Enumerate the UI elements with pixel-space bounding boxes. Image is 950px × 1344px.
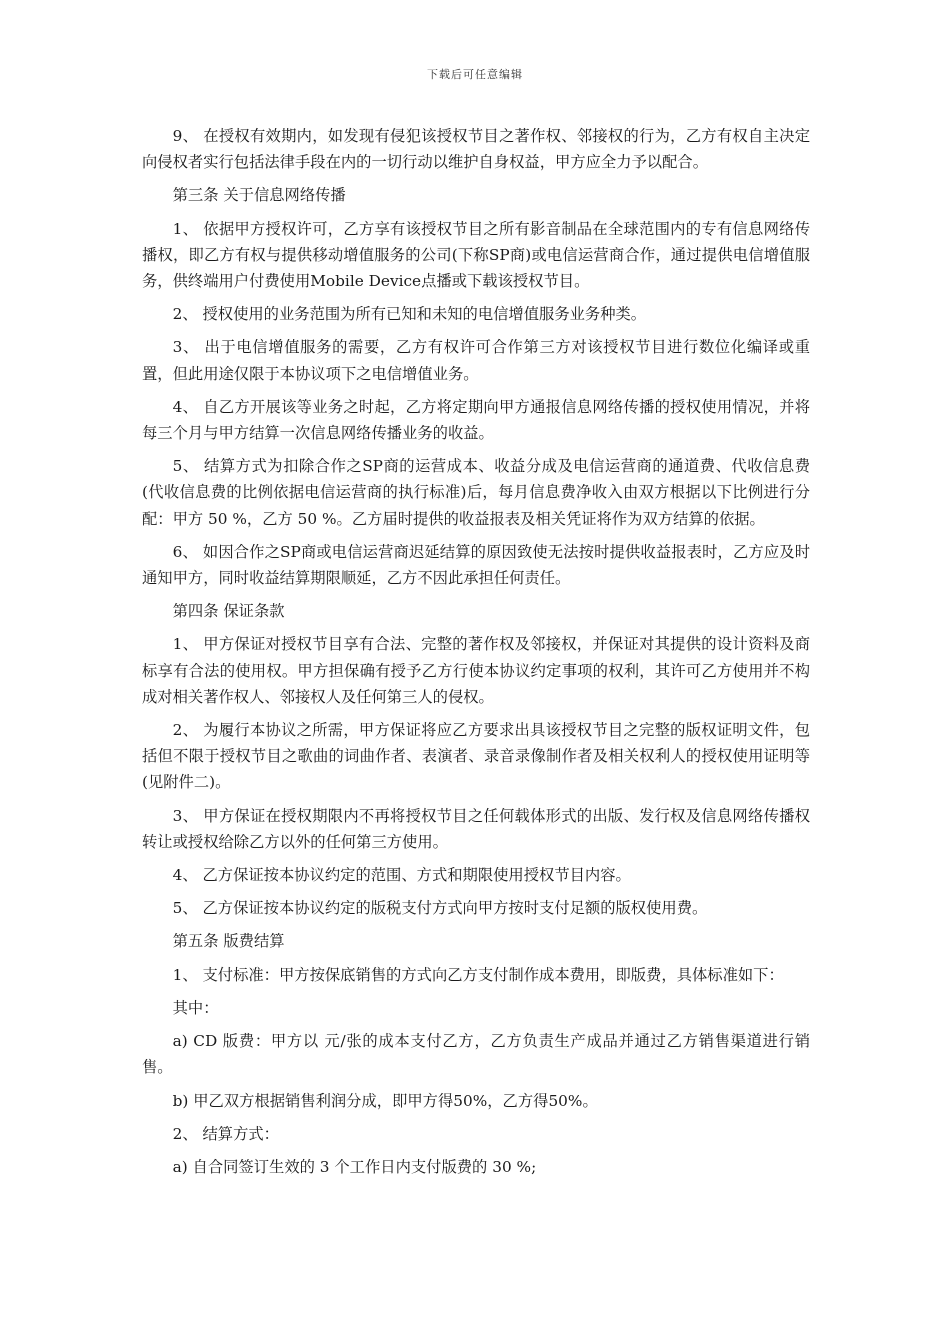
article-3-item-2: 2、 授权使用的业务范围为所有已知和未知的电信增值服务业务种类。 xyxy=(172,305,647,324)
article-4-item-4: 4、 乙方保证按本协议约定的范围、方式和期限使用授权节目内容。 xyxy=(172,866,631,885)
clause-9-paragraph: 9、 在授权有效期内，如发现有侵犯该授权节目之著作权、邻接权的行为，乙方有权自主决定向侵权者实行包括法律手段在内的一切行动以维护自身权益，甲方应全力予以配合。 xyxy=(142,127,810,172)
article-5-item-2-sub-a: a) 自合同签订生效的 3 个工作日内支付版费的 30 %; xyxy=(172,1157,537,1176)
article-3-item-5: 5、 结算方式为扣除合作之SP商的运营成本、收益分成及电信运营商的通道费、代收信息费(代收信息费的比例依据电信运营商的执行标准)后，每月信息费净收入由双方根据以下比例进行分配：甲方 50 %，乙方 50 %。乙方届时提供的收益报表及相关凭证将作为双方结算的依据。 xyxy=(142,457,810,528)
article-4-item-1: 1、 甲方保证对授权节目享有合法、完整的著作权及邻接权，并保证对其提供的设计资料及商标享有合法的使用权。甲方担保确有授予乙方行使本协议约定事项的权利，其许可乙方使用并不构成对相关著作权人、邻接权人及任何第三人的侵权。 xyxy=(142,635,810,706)
article-3-item-6: 6、 如因合作之SP商或电信运营商迟延结算的原因致使无法按时提供收益报表时，乙方应及时通知甲方，同时收益结算期限顺延，乙方不因此承担任何责任。 xyxy=(142,542,810,588)
article-4-item-2: 2、 为履行本协议之所需，甲方保证将应乙方要求出具该授权节目之完整的版权证明文件，包括但不限于授权节目之歌曲的词曲作者、表演者、录音录像制作者及相关权利人的授权使用证明等(见附件二)。 xyxy=(142,721,810,792)
page-header: 下载后可任意编辑 xyxy=(427,68,523,81)
article-4-item-3: 3、 甲方保证在授权期限内不再将授权节目之任何载体形式的出版、发行权及信息网络传播权转让或授权给除乙方以外的任何第三方使用。 xyxy=(142,806,810,851)
document-body xyxy=(142,123,810,1187)
article-5-heading: 第五条 版费结算 xyxy=(172,932,285,951)
article-5-sub-intro: 其中： xyxy=(172,998,219,1017)
article-4-heading: 第四条 保证条款 xyxy=(172,602,285,621)
article-3-heading: 第三条 关于信息网络传播 xyxy=(172,186,346,205)
article-5-item-2: 2、 结算方式： xyxy=(172,1124,279,1143)
article-3-item-4: 4、 自乙方开展该等业务之时起，乙方将定期向甲方通报信息网络传播的授权使用情况，并将每三个月与甲方结算一次信息网络传播业务的收益。 xyxy=(142,397,810,443)
article-5-sub-b: b) 甲乙双方根据销售利润分成，即甲方得50%，乙方得50%。 xyxy=(172,1091,598,1110)
article-3-item-1: 1、 依据甲方授权许可，乙方享有该授权节目之所有影音制品在全球范围内的专有信息网络传播权，即乙方有权与提供移动增值服务的公司(下称SP商)或电信运营商合作，通过提供电信增值服务，供终端用户付费使用Mobile Device点播或下载该授权节目。 xyxy=(142,219,810,291)
article-5-sub-a: a) CD 版费：甲方以 元/张的成本支付乙方，乙方负责生产成品并通过乙方销售渠道进行销售。 xyxy=(142,1032,810,1077)
article-4-item-5: 5、 乙方保证按本协议约定的版税支付方式向甲方按时支付足额的版权使用费。 xyxy=(172,899,708,918)
article-3-item-3: 3、 出于电信增值服务的需要，乙方有权许可合作第三方对该授权节目进行数位化编译或重置，但此用途仅限于本协议项下之电信增值业务。 xyxy=(142,338,810,383)
article-5-item-1: 1、 支付标准：甲方按保底销售的方式向乙方支付制作成本费用，即版费，具体标准如下： xyxy=(172,965,784,984)
